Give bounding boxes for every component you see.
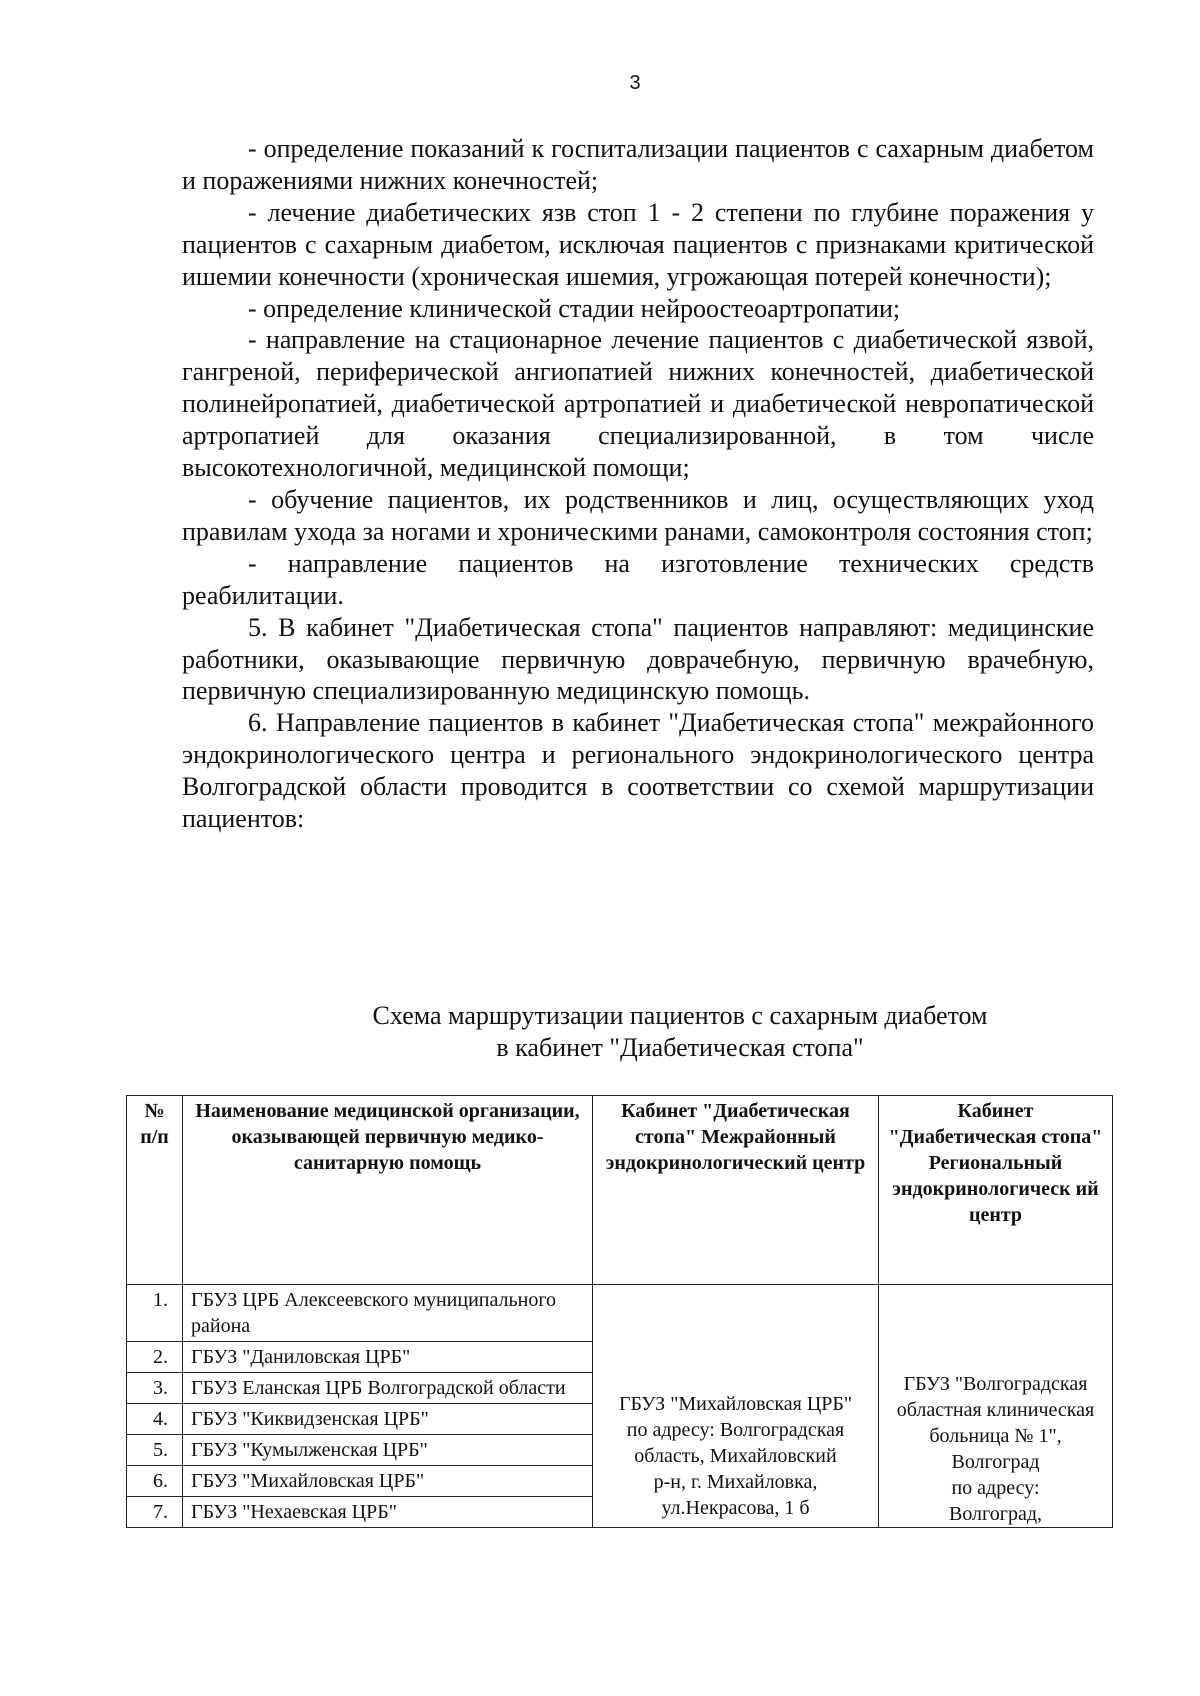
- row-organization: ГБУЗ "Киквидзенская ЦРБ": [183, 1404, 593, 1435]
- schema-title-line: Схема маршрутизации пациентов с сахарным диабетом: [372, 1001, 988, 1030]
- header-num: № п/п: [127, 1096, 183, 1285]
- header-regional-cabinet: Кабинет "Диабетическая стопа" Региональный эндокринологическ ий центр: [879, 1096, 1113, 1285]
- paragraph: - направление на стационарное лечение пациентов с диабетической язвой, гангреной, периферической ангиопатией нижних конечностей, диабетической полинейропатией, диабетической артропатией и диабетической невропатической артропатией для оказания специализированной, в том числе высокотехнологичной, медицинской помощи;: [182, 325, 1094, 483]
- paragraph: - лечение диабетических язв стоп 1 - 2 степени по глубине поражения у пациентов с сахарным диабетом, исключая пациентов с признаками критической ишемии конечности (хроническая ишемия, угрожающая потерей конечности);: [182, 197, 1094, 291]
- cabinet1-line: ул.Некрасова, 1 б: [661, 1497, 810, 1519]
- paragraph: - определение показаний к госпитализации пациентов с сахарным диабетом и поражениями нижних конечностей;: [182, 134, 1094, 195]
- row-organization: ГБУЗ ЦРБ Алексеевского муниципального района: [183, 1285, 593, 1342]
- cabinet2-line: по адресу:: [951, 1477, 1040, 1499]
- row-organization: ГБУЗ Еланская ЦРБ Волгоградской области: [183, 1373, 593, 1404]
- cabinet2-line: больница № 1",: [929, 1425, 1062, 1447]
- regional-cabinet-cell: [879, 1285, 1113, 1528]
- interdistrict-cabinet-cell: [593, 1285, 879, 1528]
- cabinet1-line: область, Михайловский: [634, 1445, 837, 1467]
- row-organization: ГБУЗ "Кумылженская ЦРБ": [183, 1435, 593, 1466]
- row-num: 3.: [127, 1373, 183, 1404]
- schema-title: [320, 1000, 1040, 1064]
- cabinet1-line: по адресу: Волгоградская: [626, 1419, 845, 1441]
- paragraph: 6. Направление пациентов в кабинет "Диабетическая стопа" межрайонного эндокринологического центра и регионального эндокринологического центра Волгоградской области проводится в соответствии со схемой маршрутизации пациентов:: [182, 708, 1094, 834]
- header-organization: Наименование медицинской организации, оказывающей первичную медико-санитарную помощь: [183, 1096, 593, 1285]
- routing-table: [126, 1095, 1113, 1528]
- body-text: [182, 133, 1094, 835]
- cabinet1-line: ГБУЗ "Михайловская ЦРБ": [618, 1393, 853, 1415]
- paragraph: 5. В кабинет "Диабетическая стопа" пациентов направляют: медицинские работники, оказывающие первичную доврачебную, первичную врачебную, первичную специализированную медицинскую помощь.: [182, 612, 1094, 706]
- row-num: 7.: [127, 1497, 183, 1528]
- paragraph: - направление пациентов на изготовление технических средств реабилитации.: [182, 548, 1094, 610]
- cabinet2-line: областная клиническая: [896, 1399, 1095, 1421]
- table-row: [127, 1285, 1113, 1342]
- row-organization: ГБУЗ "Даниловская ЦРБ": [183, 1342, 593, 1373]
- paragraph: - обучение пациентов, их родственников и лиц, осуществляющих уход правилам ухода за ногами и хроническими ранами, самоконтроля состояния стоп;: [182, 484, 1094, 546]
- row-num: 1.: [127, 1285, 183, 1342]
- row-num: 4.: [127, 1404, 183, 1435]
- cabinet1-line: р-н, г. Михайловка,: [653, 1471, 818, 1493]
- schema-title-line: в кабинет "Диабетическая стопа": [496, 1033, 864, 1062]
- row-organization: ГБУЗ "Нехаевская ЦРБ": [183, 1497, 593, 1528]
- page-number: 3: [629, 72, 641, 94]
- header-interdistrict-cabinet: Кабинет "Диабетическая стопа" Межрайонный эндокринологический центр: [593, 1096, 879, 1285]
- row-organization: ГБУЗ "Михайловская ЦРБ": [183, 1466, 593, 1497]
- paragraph: - определение клинической стадии нейроостеоартропатии;: [248, 293, 901, 323]
- cabinet2-line: ГБУЗ "Волгоградская: [903, 1373, 1088, 1395]
- row-num: 2.: [127, 1342, 183, 1373]
- row-num: 5.: [127, 1435, 183, 1466]
- cabinet2-line: Волгоград: [951, 1451, 1040, 1473]
- table-header-row: [127, 1096, 1113, 1285]
- cabinet2-line: Волгоград,: [948, 1503, 1043, 1525]
- row-num: 6.: [127, 1466, 183, 1497]
